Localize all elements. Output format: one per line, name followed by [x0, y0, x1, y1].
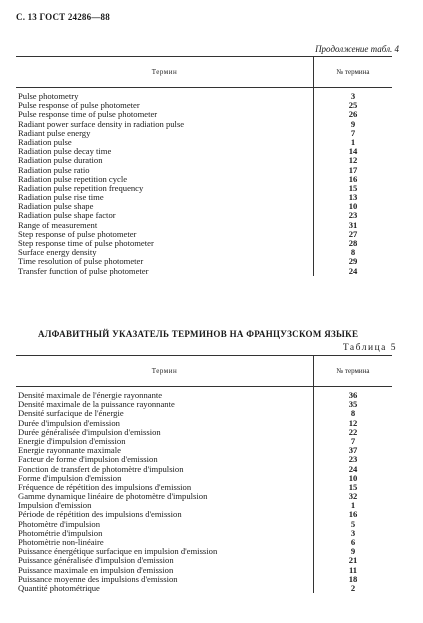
term-number-cell: 5 — [350, 518, 356, 529]
table-5-terms — [16, 387, 313, 593]
col-term-header: Термин — [151, 367, 178, 375]
term-number-cell: 9 — [350, 118, 356, 129]
term-number-cell: 37 — [348, 445, 358, 456]
term-number-cell: 23 — [348, 210, 358, 221]
term-cell: Photomètrie non-linéaire — [18, 537, 104, 547]
term-number-cell: 7 — [350, 435, 356, 446]
term-cell: Range of measurement — [18, 219, 98, 230]
col-num-header: № термина — [313, 356, 392, 386]
term-cell: Pulse response of pulse photometer — [18, 100, 140, 111]
table-4 — [16, 56, 392, 276]
term-number-cell: 15 — [348, 182, 358, 193]
term-number-cell: 21 — [348, 555, 358, 566]
term-cell: Durée généralisée d'impulsion d'emission — [18, 426, 161, 437]
table-4-terms — [16, 88, 313, 276]
term-number-cell: 29 — [348, 256, 358, 267]
term-cell: Densité surfacique de l'énergie — [18, 408, 124, 419]
term-cell: Radiant pulse energy — [18, 127, 91, 138]
section-title: АЛФАВИТНЫЙ УКАЗАТЕЛЬ ТЕРМИНОВ НА ФРАНЦУЗСКОМ ЯЗЫКЕ — [38, 329, 359, 339]
term-cell: Pulse response time of pulse photometer — [18, 109, 158, 120]
table-4-numbers — [313, 88, 392, 276]
term-number-cell: 35 — [348, 399, 358, 410]
table-4-header — [16, 56, 392, 88]
term-number-cell: 11 — [348, 564, 358, 575]
term-cell: Time resolution of pulse photometer — [18, 256, 144, 267]
term-number-cell: 32 — [348, 491, 358, 502]
table-5-header — [16, 355, 392, 387]
term-number-cell: 12 — [348, 155, 358, 166]
term-number-cell: 8 — [350, 408, 356, 419]
term-number-cell: 24 — [348, 463, 358, 474]
term-cell: Puissance moyenne des impulsions d'emission — [18, 573, 178, 584]
term-cell: Fonction de transfert de photomètre d'impulsion — [18, 463, 184, 474]
term-number-cell: 28 — [348, 238, 358, 248]
term-number-cell: 17 — [348, 164, 358, 175]
term-cell: Radiation pulse repetition cycle — [18, 173, 128, 184]
term-number-cell: 25 — [348, 100, 358, 111]
term-number-cell: 2 — [350, 582, 356, 593]
term-cell: Radiation pulse repetition frequency — [18, 182, 144, 193]
table-5-label: Таблица 5 — [342, 343, 397, 353]
term-number-cell: 15 — [348, 481, 358, 492]
term-cell: Puissance maximale en impulsion d'emission — [18, 564, 174, 575]
term-cell: Radiation pulse rise time — [18, 192, 104, 203]
term-cell: Durée d'impulsion d'emission — [18, 417, 120, 428]
term-number-cell: 3 — [350, 91, 356, 101]
term-cell: Puissance énergétique surfacique en impulsion d'emission — [18, 546, 218, 557]
term-number-cell: 22 — [348, 426, 358, 437]
term-number-cell: 9 — [350, 546, 356, 557]
col-term-header: Термин — [151, 68, 178, 76]
term-number-cell: 27 — [348, 228, 358, 239]
term-number-cell: 10 — [348, 472, 358, 483]
term-cell: Step response of pulse photometer — [18, 228, 137, 239]
term-cell: Pulse photometry — [18, 91, 79, 101]
term-cell: Période de répétition des impulsions d'emission — [18, 509, 182, 520]
term-cell: Energie d'impulsion d'emission — [18, 435, 126, 446]
term-cell: Radiation pulse duration — [18, 155, 103, 166]
term-cell: Radiation pulse shape — [18, 201, 94, 212]
term-number-cell: 16 — [348, 173, 358, 184]
term-cell: Radiation pulse ratio — [18, 164, 90, 175]
term-cell: Facteur de forme d'impulsion d'emission — [18, 454, 158, 465]
term-cell: Densité maximale de la puissance rayonnante — [18, 399, 175, 410]
continuation-label: Продолжение табл. 4 — [315, 44, 399, 54]
table-5 — [16, 355, 392, 593]
term-number-cell: 7 — [350, 127, 356, 138]
term-number-cell: 31 — [348, 219, 358, 230]
term-number-cell: 16 — [348, 509, 358, 520]
term-cell: Radiation pulse — [18, 136, 72, 147]
term-number-cell: 14 — [348, 146, 358, 157]
term-cell: Photométrie d'impulsion — [18, 527, 103, 538]
term-number-cell: 1 — [350, 136, 356, 147]
term-cell: Step response time of pulse photometer — [18, 238, 154, 248]
term-cell: Radiation pulse decay time — [18, 146, 112, 157]
term-cell: Quantité photométrique — [18, 582, 100, 593]
col-num-header: № термина — [313, 57, 392, 87]
term-cell: Puissance généralisée d'impulsion d'emission — [18, 555, 174, 566]
term-number-cell: 1 — [350, 500, 356, 511]
table-5-numbers — [313, 387, 392, 593]
term-cell: Transfer function of pulse photometer — [18, 265, 149, 276]
term-number-cell: 24 — [348, 265, 358, 276]
term-number-cell: 3 — [350, 527, 356, 538]
page-header: С. 13 ГОСТ 24286—88 — [16, 12, 110, 22]
term-cell: Surface energy density — [18, 247, 97, 258]
term-cell: Impulsion d'emission — [18, 500, 92, 511]
term-number-cell: 13 — [348, 192, 358, 203]
term-cell: Energie rayonnante maximale — [18, 445, 121, 456]
term-number-cell: 18 — [348, 573, 358, 584]
term-number-cell: 6 — [350, 537, 356, 547]
term-number-cell: 12 — [348, 417, 358, 428]
term-cell: Densité maximale de l'énergie rayonnante — [18, 390, 163, 400]
term-cell: Photomètre d'impulsion — [18, 518, 100, 529]
term-cell: Radiant power surface density in radiation pulse — [18, 118, 185, 129]
term-number-cell: 8 — [350, 247, 356, 258]
term-cell: Gamme dynamique linéaire de photomètre d'impulsion — [18, 491, 208, 502]
term-cell: Radiation pulse shape factor — [18, 210, 116, 221]
term-cell: Fréquence de répétition des impulsions d'emission — [18, 481, 192, 492]
term-number-cell: 36 — [348, 390, 358, 400]
term-number-cell: 26 — [348, 109, 358, 120]
term-cell: Forme d'impulsion d'emission — [18, 472, 122, 483]
term-number-cell: 10 — [348, 201, 358, 212]
term-number-cell: 23 — [348, 454, 358, 465]
